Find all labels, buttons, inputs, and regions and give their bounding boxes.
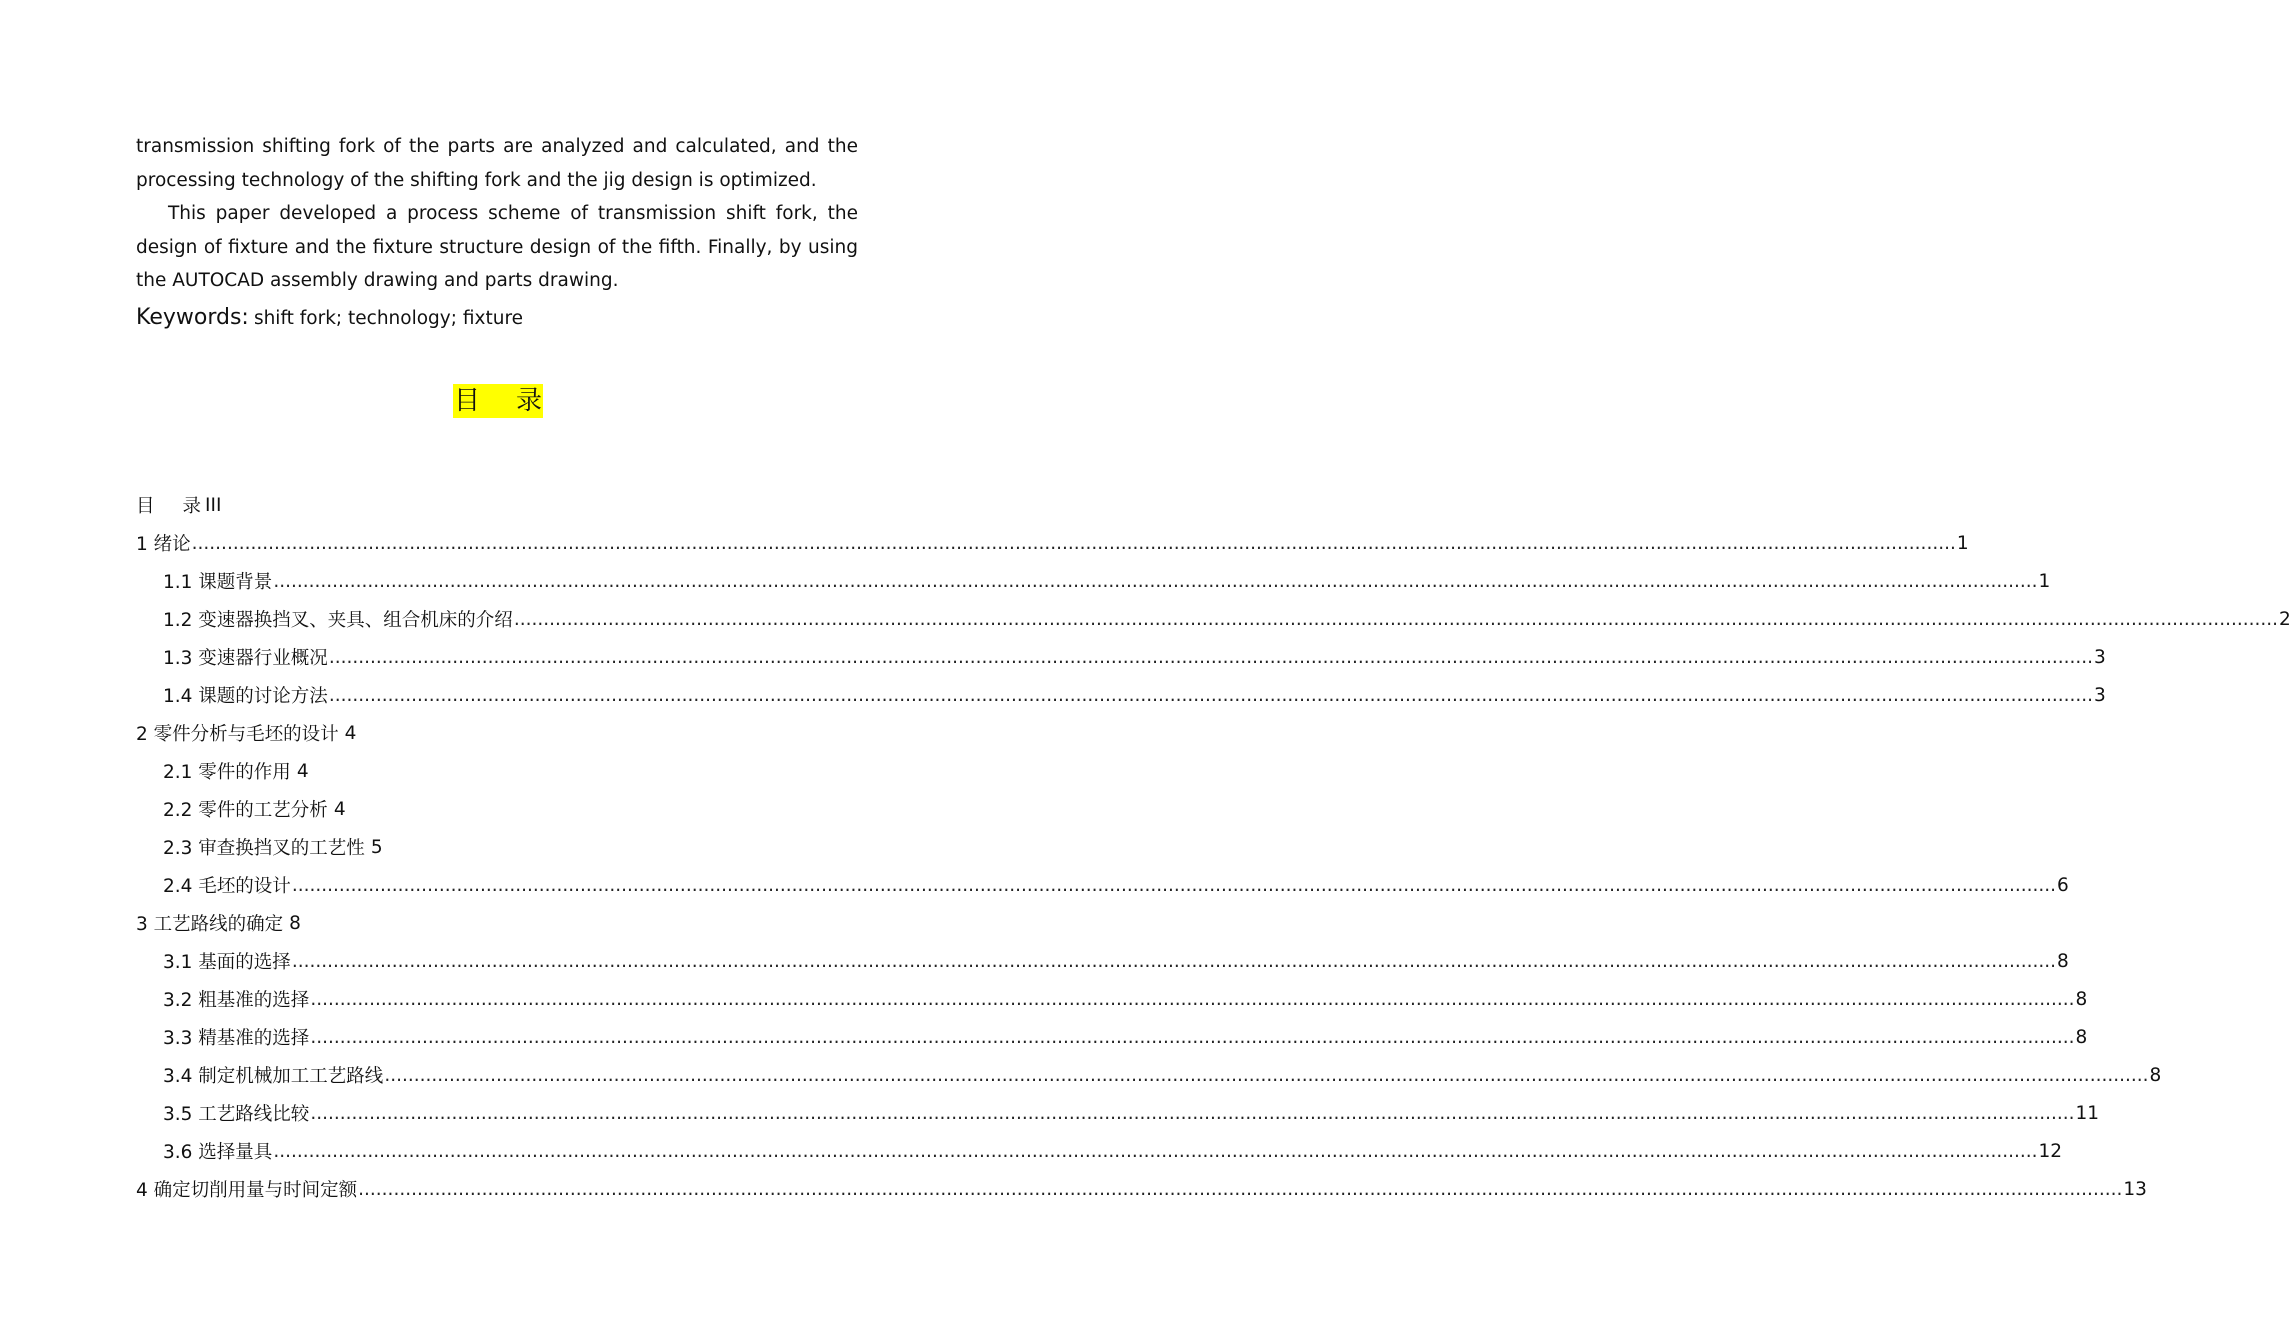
toc-entry-page: 3	[2094, 684, 2106, 706]
toc-entry-title: 1.4 课题的讨论方法	[163, 686, 328, 707]
toc-entry[interactable]	[136, 942, 2069, 980]
toc-entry-title: 1.2 变速器换挡叉、夹具、组合机床的介绍	[163, 610, 513, 631]
toc-entry[interactable]	[136, 790, 859, 828]
toc-entry[interactable]	[136, 638, 2106, 676]
toc-entry[interactable]	[136, 904, 859, 942]
toc-entry-title: 3.2 粗基准的选择	[163, 990, 310, 1011]
abstract-paragraph-2: This paper developed a process scheme of transmission shift fork, the design of fixture and the fixture structure design of the fifth. Finally, by using the AUTOCAD assembly drawing and parts drawing.	[136, 203, 858, 291]
toc-entry-title: 2.2 零件的工艺分析	[163, 800, 328, 821]
toc-entry-contents-title: 目 录	[136, 496, 202, 517]
toc-entry-title: 3.4 制定机械加工工艺路线	[163, 1066, 384, 1087]
toc-entry-title: 3.1 基面的选择	[163, 952, 291, 973]
toc-entry-leader: ............................................................................................................................................................................................................................................................................................................	[273, 570, 2038, 592]
toc-heading-char-1: 目	[454, 386, 481, 416]
toc-entry-leader: ............................................................................................................................................................................................................................................................................................................	[328, 684, 2093, 706]
toc-entry-title: 4 确定切削用量与时间定额	[136, 1180, 358, 1201]
toc-entry-page: 8	[2075, 1026, 2088, 1048]
toc-entry-page: 4	[344, 722, 357, 744]
toc-entry-page: 2	[2279, 608, 2291, 630]
toc-entry-page: 13	[2123, 1178, 2147, 1200]
toc-entry-page: 4	[333, 798, 346, 820]
toc-entry[interactable]	[136, 1170, 2147, 1208]
toc-entry-title: 1.1 课题背景	[163, 572, 273, 593]
keywords-text: shift fork; technology; fixture	[253, 308, 524, 329]
toc-entry[interactable]	[136, 1056, 2162, 1094]
toc-entry-leader: ............................................................................................................................................................................................................................................................................................................	[513, 608, 2278, 630]
toc-entry-leader: ............................................................................................................................................................................................................................................................................................................	[328, 646, 2093, 668]
toc-entry-title: 3 工艺路线的确定	[136, 914, 284, 935]
toc-entry-title: 2.4 毛坯的设计	[163, 876, 291, 897]
toc-entry[interactable]	[136, 1094, 2100, 1132]
toc-entry[interactable]	[136, 562, 2051, 600]
toc-entry-leader: ............................................................................................................................................................................................................................................................................................................	[291, 874, 2056, 896]
toc-entry-title: 2.1 零件的作用	[163, 762, 291, 783]
toc-entry[interactable]	[136, 752, 859, 790]
toc-entry[interactable]	[136, 600, 2291, 638]
toc-entry[interactable]	[136, 1018, 2088, 1056]
toc-entry-leader: ............................................................................................................................................................................................................................................................................................................	[273, 1140, 2038, 1162]
toc-entry-contents-page: III	[205, 494, 222, 516]
toc-entry-title: 3.6 选择量具	[163, 1142, 273, 1163]
toc-entry-page: 11	[2075, 1102, 2100, 1124]
toc-entry-page: 4	[296, 760, 309, 782]
keywords-line	[136, 301, 858, 336]
toc-entry-page: 8	[2149, 1064, 2162, 1086]
toc-entry[interactable]	[136, 980, 2088, 1018]
toc-entry[interactable]	[136, 828, 859, 866]
table-of-contents	[136, 486, 2291, 1208]
toc-entry[interactable]	[136, 714, 859, 752]
toc-heading-char-2: 录	[516, 386, 543, 416]
toc-entry-contents[interactable]	[136, 486, 859, 524]
toc-entry-page: 1	[1956, 532, 1969, 554]
toc-entry-title: 3.5 工艺路线比较	[163, 1104, 310, 1125]
toc-entry-page: 12	[2038, 1140, 2063, 1162]
toc-entry-title: 3.3 精基准的选择	[163, 1028, 310, 1049]
toc-entry-page: 8	[2075, 988, 2088, 1010]
toc-entry-page: 8	[289, 912, 301, 934]
toc-entry-page: 6	[2057, 874, 2069, 896]
toc-entry-page: 5	[370, 836, 383, 858]
toc-entry-leader: ............................................................................................................................................................................................................................................................................................................	[358, 1178, 2123, 1200]
toc-entry-leader: ............................................................................................................................................................................................................................................................................................................	[291, 950, 2056, 972]
toc-entry-page: 8	[2057, 950, 2069, 972]
toc-heading	[453, 384, 543, 418]
toc-entry-title: 2.3 审查换挡叉的工艺性	[163, 838, 365, 859]
toc-entry-leader: ............................................................................................................................................................................................................................................................................................................	[384, 1064, 2149, 1086]
toc-entry[interactable]	[136, 1132, 2063, 1170]
toc-entry-leader: ............................................................................................................................................................................................................................................................................................................	[310, 1102, 2075, 1124]
toc-entry-title: 2 零件分析与毛坯的设计	[136, 724, 339, 745]
toc-entry-title: 1 绪论	[136, 534, 191, 555]
toc-entry[interactable]	[136, 866, 2069, 904]
toc-entry-leader: ............................................................................................................................................................................................................................................................................................................	[191, 532, 1956, 554]
toc-entry[interactable]	[136, 676, 2106, 714]
toc-entry-leader: ............................................................................................................................................................................................................................................................................................................	[310, 988, 2075, 1010]
toc-entry-page: 3	[2094, 646, 2106, 668]
toc-entry-leader: ............................................................................................................................................................................................................................................................................................................	[310, 1026, 2075, 1048]
toc-entry-title: 1.3 变速器行业概况	[163, 648, 328, 669]
toc-entry[interactable]	[136, 524, 1969, 562]
toc-entry-page: 1	[2038, 570, 2051, 592]
abstract-paragraph-1: transmission shifting fork of the parts are analyzed and calculated, and the processing technology of the shifting fork and the jig design is optimized.	[136, 136, 858, 191]
keywords-label: Keywords:	[136, 305, 249, 330]
abstract-section	[136, 130, 858, 298]
